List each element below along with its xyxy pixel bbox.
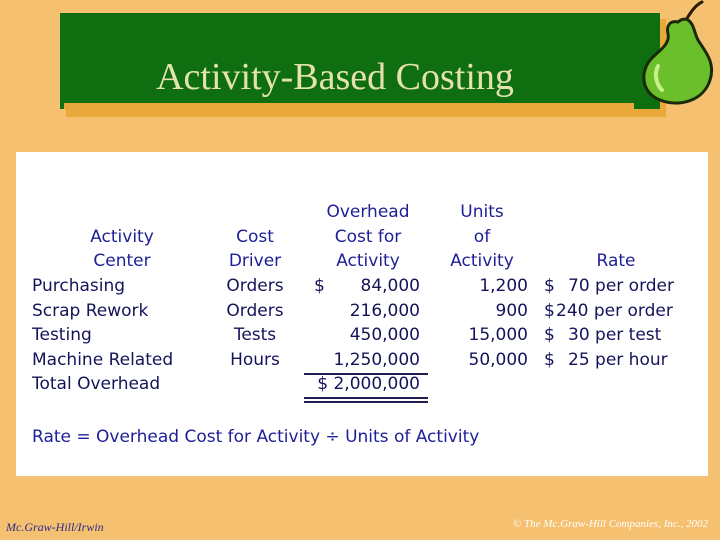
header-units-line3: Activity xyxy=(450,251,514,271)
row-purchasing-cost: 84,000 xyxy=(360,276,420,296)
header-overhead-line1: Overhead xyxy=(326,202,410,222)
header-cost-driver-line1: Cost xyxy=(236,227,274,247)
row-scrap-rework-rate: 240 per order xyxy=(556,301,673,321)
row-purchasing-rate: 70 per order xyxy=(568,276,675,296)
row-scrap-rework-rate-currency: $ xyxy=(544,301,555,321)
row-scrap-rework-center: Scrap Rework xyxy=(32,301,149,321)
header-units-line1: Units xyxy=(460,202,504,222)
table-panel xyxy=(16,152,708,476)
header-activity-center-line1: Activity xyxy=(90,227,154,247)
row-testing-units: 15,000 xyxy=(468,325,528,345)
rate-formula: Rate = Overhead Cost for Activity ÷ Units of Activity xyxy=(32,427,480,447)
row-purchasing-center: Purchasing xyxy=(32,276,126,296)
row-testing-cost: 450,000 xyxy=(349,325,420,345)
row-machine-related-center: Machine Related xyxy=(32,350,174,370)
header-overhead-line2: Cost for xyxy=(334,227,402,247)
row-machine-related-units: 50,000 xyxy=(468,350,528,370)
header-cost-driver-line2: Driver xyxy=(228,251,282,271)
row-scrap-rework-cost: 216,000 xyxy=(349,301,420,321)
total-overhead-label: Total Overhead xyxy=(32,374,161,394)
total-double-rule-bottom xyxy=(304,401,428,403)
row-purchasing-driver: Orders xyxy=(226,276,284,296)
row-testing-driver: Tests xyxy=(233,325,277,345)
header-units-line2: of xyxy=(473,227,491,247)
row-machine-related-cost: 1,250,000 xyxy=(333,350,420,370)
footer-publisher: Mc.Graw-Hill/Irwin xyxy=(6,520,104,534)
pear-icon xyxy=(600,0,720,110)
row-scrap-rework-units: 900 xyxy=(495,301,528,321)
row-testing-rate: 30 per test xyxy=(568,325,662,345)
row-purchasing-rate-currency: $ xyxy=(544,276,555,296)
header-rate: Rate xyxy=(596,251,636,271)
row-testing-center: Testing xyxy=(32,325,92,345)
row-purchasing-currency: $ xyxy=(314,276,325,296)
header-overhead-line3: Activity xyxy=(336,251,400,271)
row-machine-related-rate-currency: $ xyxy=(544,350,555,370)
total-double-rule-top xyxy=(304,397,428,399)
row-machine-related-driver: Hours xyxy=(230,350,280,370)
total-overhead-value: $ 2,000,000 xyxy=(317,374,420,394)
title-underline xyxy=(64,103,634,109)
row-purchasing-units: 1,200 xyxy=(479,276,528,296)
slide-title: Activity-Based Costing xyxy=(156,56,514,98)
row-scrap-rework-driver: Orders xyxy=(226,301,284,321)
header-activity-center-line2: Center xyxy=(93,251,151,271)
footer-copyright: © The Mc.Graw-Hill Companies, Inc., 2002 xyxy=(512,518,708,530)
row-testing-rate-currency: $ xyxy=(544,325,555,345)
row-machine-related-rate: 25 per hour xyxy=(568,350,668,370)
